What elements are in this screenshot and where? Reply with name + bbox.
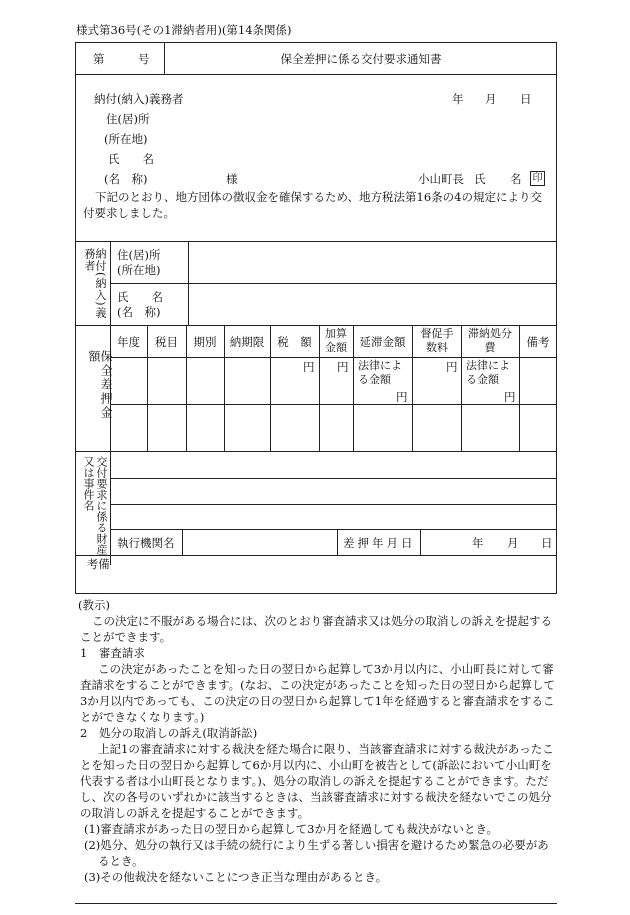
divider bbox=[75, 555, 557, 556]
property-side-label: 交付要求に係る財産又は事件名 bbox=[82, 456, 108, 555]
list-item: (3)その他裁決を経ないことにつき正当な理由があるとき。 bbox=[84, 870, 388, 884]
divider bbox=[75, 241, 557, 242]
honorific: 様 bbox=[226, 172, 238, 186]
yen-unit: 円 bbox=[504, 390, 516, 404]
col-header: 納期限 bbox=[229, 335, 265, 349]
col-header: 延滞金額 bbox=[359, 335, 406, 349]
divider bbox=[110, 283, 557, 284]
obligor-side-label: 納付(納入)義務者 bbox=[83, 248, 107, 319]
seal-mark: 印 bbox=[530, 171, 545, 186]
seizure-month: 月 bbox=[507, 536, 519, 550]
col-header: 督促手数料 bbox=[420, 327, 454, 354]
name-label: 氏 名 bbox=[108, 152, 154, 166]
location-label: (所在地) bbox=[104, 132, 148, 146]
issuer-title: 小山町長 bbox=[418, 172, 464, 186]
address-label: 住(居)所 bbox=[106, 112, 150, 126]
col-header: 期別 bbox=[193, 335, 217, 349]
date-year: 年 bbox=[452, 92, 464, 106]
divider bbox=[75, 451, 557, 452]
obligor-address-label: 住(居)所 bbox=[117, 248, 161, 262]
divider bbox=[412, 325, 413, 451]
divider bbox=[110, 504, 557, 505]
col-header: 加算金額 bbox=[325, 327, 347, 354]
section-1-body: この決定があったことを知った日の翌日から起算して3か月以内に、小山町長に対して審査請求をすることができます。(なお、この決定があったことを知った日の翌日から起算して3か月以内であっても、この決定の日の翌日から起算して1年を経過すると審査請求をすることができなくなります。) bbox=[80, 662, 555, 724]
form-label: 様式第36号(その1滞納者用)(第14条関係) bbox=[76, 23, 292, 37]
yen-unit: 円 bbox=[337, 360, 349, 374]
remarks-label: 備考 bbox=[85, 558, 111, 578]
seizure-date-label: 差押年月日 bbox=[343, 536, 416, 550]
number-suffix: 号 bbox=[138, 52, 150, 66]
col-header: 滞納処分費 bbox=[468, 327, 512, 354]
col-header: 税目 bbox=[155, 335, 178, 349]
col-header: 備考 bbox=[526, 335, 550, 349]
instructions-heading: (教示) bbox=[78, 598, 110, 612]
yen-unit: 円 bbox=[303, 360, 315, 374]
col-header: 年度 bbox=[117, 335, 140, 349]
seizure-day: 日 bbox=[541, 536, 553, 550]
list-item: (2)処分、処分の執行又は手続の続行により生ずる著しい損害を避けるため緊急の必要があるとき。 bbox=[84, 838, 549, 868]
divider bbox=[182, 529, 183, 555]
divider bbox=[110, 357, 557, 358]
divider bbox=[110, 404, 557, 405]
section-2-title: 2 処分の取消しの訴え(取消訴訟) bbox=[80, 726, 258, 740]
notice-text: 下記のとおり、地方団体の徴収金を確保するため、地方税法第16条の4の規定により交付要求しました。 bbox=[83, 190, 542, 220]
divider bbox=[461, 325, 462, 451]
issuer-name-label: 名 bbox=[510, 172, 522, 186]
obligor-corp-label: (名 称) bbox=[117, 305, 161, 319]
corp-name-label: (名 称) bbox=[104, 172, 148, 186]
divider bbox=[110, 478, 557, 479]
section-2-body: 上記1の審査請求に対する裁決を経た場合に限り、当該審査請求に対する裁決があったことを知った日の翌日から起算して6か月以内に、小山町を被告として(訴訟において小山町を代表する者は小山町長となります。)、処分の取消しの訴えを提起することができます。ただし、次の各号のいずれかに該当するときは、当該審査請求に対する裁決を経ないでこの処分の取消しの訴えを提起することができます。 bbox=[80, 742, 554, 820]
law-amount-note: 法律による金額 bbox=[358, 359, 402, 386]
seal-icon bbox=[530, 170, 545, 186]
list-item: (1)審査請求があった日の翌日から起算して3か月を経過しても裁決がないとき。 bbox=[84, 822, 499, 836]
obligor-location-label: (所在地) bbox=[117, 263, 161, 277]
section-1-title: 1 審査請求 bbox=[80, 646, 145, 660]
col-header: 税 額 bbox=[277, 335, 312, 349]
number-prefix: 第 bbox=[93, 52, 105, 66]
divider bbox=[337, 529, 338, 555]
document-title: 保全差押に係る交付要求通知書 bbox=[280, 52, 442, 66]
divider bbox=[110, 529, 557, 530]
divider bbox=[319, 325, 320, 451]
divider bbox=[75, 74, 557, 75]
yen-unit: 円 bbox=[396, 390, 408, 404]
amount-side-label: 保全差押金額 bbox=[87, 350, 113, 420]
obligor-name-label: 氏 名 bbox=[117, 290, 163, 304]
bottom-rule bbox=[75, 903, 557, 904]
instructions bbox=[80, 597, 558, 885]
seizure-year: 年 bbox=[472, 536, 484, 550]
agency-label: 執行機関名 bbox=[117, 536, 175, 550]
date-day: 日 bbox=[520, 92, 532, 106]
law-amount-note: 法律による金額 bbox=[466, 359, 510, 386]
date-month: 月 bbox=[485, 92, 497, 106]
issuer-name-label: 氏 bbox=[474, 172, 486, 186]
obligor-role: 納付(納入)義務者 bbox=[94, 92, 184, 106]
instructions-intro: この決定に不服がある場合には、次のとおり審査請求又は処分の取消しの訴えを提起することができます。 bbox=[80, 614, 552, 644]
yen-unit: 円 bbox=[446, 360, 458, 374]
divider bbox=[420, 529, 421, 555]
